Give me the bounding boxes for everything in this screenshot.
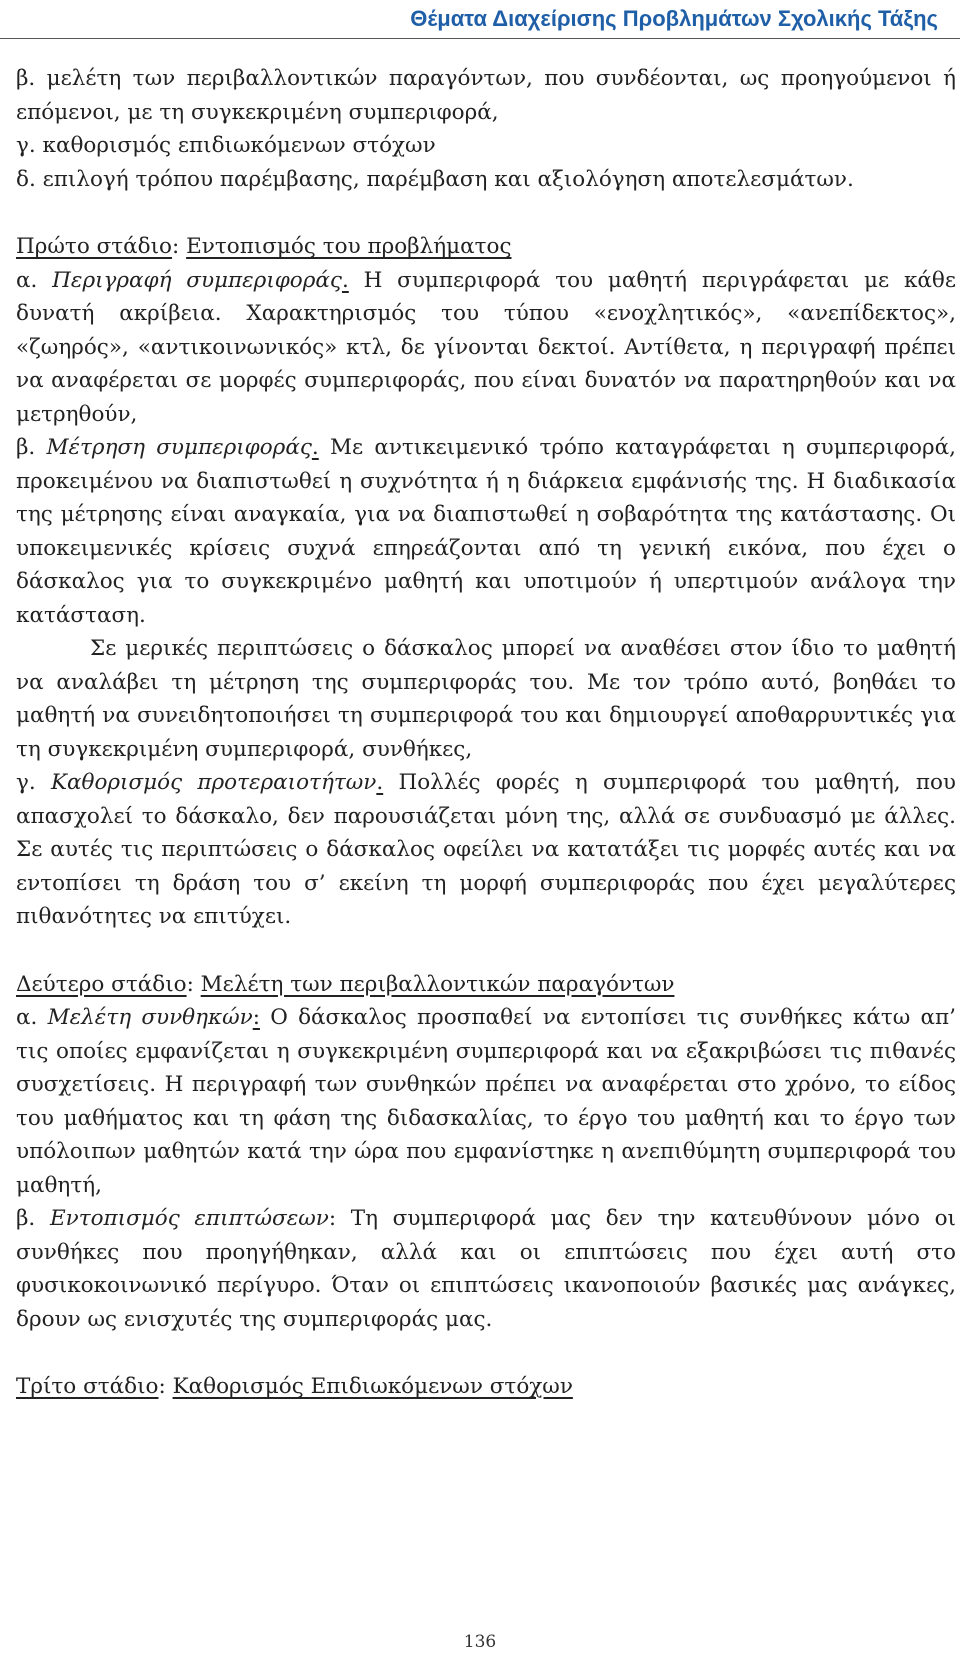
stage2-item-a xyxy=(16,1001,956,1202)
spacer xyxy=(16,934,956,968)
stage1-colon: : xyxy=(172,234,187,259)
stage3-colon: : xyxy=(158,1374,173,1399)
item-prefix: γ. xyxy=(16,770,51,795)
stage2-a-title: Μελέτη συνθηκών xyxy=(47,1005,253,1030)
stage2-b-title: Εντοπισμός επιπτώσεων xyxy=(49,1206,329,1231)
item-prefix: α. xyxy=(16,1005,48,1030)
stage1-b-text: Με αντικειμενικό τρόπο καταγράφεται η συμπεριφορά, προκειμένου να διαπιστωθεί η συχνότητα ή η διάρκεια εμφάνισής της. Η διαδικασία της μέτρησης είναι αναγκαία, για να διαπιστωθεί η σοβαρότητα της κατάστασης. Οι υποκειμενικές κρίσεις συχνά επηρεάζονται από τη γενική εικόνα, που έχει ο δάσκαλος για το συγκεκριμένο μαθητή και υποτιμούν ή υπερτιμούν ανάλογα την κατάσταση. xyxy=(16,435,956,628)
body-text xyxy=(16,62,956,1404)
stage1-item-b xyxy=(16,431,956,632)
intro-item-c: γ. καθορισμός επιδιωκόμενων στόχων xyxy=(16,133,436,158)
spacer xyxy=(16,1336,956,1370)
spacer xyxy=(16,196,956,230)
stage1-item-a xyxy=(16,264,956,432)
stage1-heading xyxy=(16,230,956,264)
stage2-heading xyxy=(16,968,956,1002)
stage1-item-b-paragraph2: Σε μερικές περιπτώσεις ο δάσκαλος μπορεί να αναθέσει στον ίδιο το μαθητή να αναλάβει τη μέτρηση της συμπεριφοράς του. Με τον τρόπο αυτό, βοηθάει το μαθητή να συνειδητοποιήσει τη συμπεριφορά του και δημιουργεί αποθαρρυντικές για τη συγκεκριμένη συμπεριφορά, συνθήκες, xyxy=(16,636,956,762)
intro-item-b: β. μελέτη των περιβαλλοντικών παραγόντων, που συνδέονται, ως προηγούμενοι ή επόμενοι, με τη συγκεκριμένη συμπεριφορά, xyxy=(16,66,956,125)
stage1-b-title: Μέτρηση συμπεριφοράς xyxy=(46,435,312,460)
header-title: Θέματα Διαχείρισης Προβλημάτων Σχολικής Τάξης xyxy=(410,6,938,31)
underlined-colon: : xyxy=(252,1005,260,1030)
stage2-b-text: : Τη συμπεριφορά μας δεν την κατευθύνουν μόνο οι συνθήκες που προηγήθηκαν, αλλά και οι επιπτώσεις που έχει αυτή στο φυσικοκοινωνικό περίγυρο. Όταν οι επιπτώσεις ικανοποιούν βασικές μας ανάγκες, δρουν ως ενισχυτές της συμπεριφοράς μας. xyxy=(16,1206,956,1332)
running-header xyxy=(0,0,960,39)
stage2-a-text: Ο δάσκαλος προσπαθεί να εντοπίσει τις συνθήκες κάτω απ’ τις οποίες εμφανίζεται η συγκεκριμένη συμπεριφορά και να εξακριβώσει τις πιθανές συσχετίσεις. Η περιγραφή των συνθηκών πρέπει να αναφέρεται στο χρόνο, το είδος του μαθήματος και τη φάση της διδασκαλίας, το έργο του μαθητή και το έργο των υπόλοιπων μαθητών κατά την ώρα που εμφανίστηκε η ανεπιθύμητη συμπεριφορά του μαθητή, xyxy=(16,1005,957,1198)
stage2-colon: : xyxy=(186,971,201,997)
stage1-label: Πρώτο στάδιο xyxy=(16,234,173,259)
stage2-item-b xyxy=(16,1202,956,1336)
stage3-title: Καθορισμός Επιδιωκόμενων στόχων xyxy=(172,1374,573,1399)
underlined-dot: . xyxy=(311,435,319,460)
stage1-title: Εντοπισμός του προβλήματος xyxy=(186,234,512,259)
page-number: 136 xyxy=(463,1632,497,1652)
underlined-dot: . xyxy=(376,770,384,795)
stage2-label: Δεύτερο στάδιο xyxy=(16,971,187,997)
stage1-c-text: Πολλές φορές η συμπεριφορά του μαθητή, που απασχολεί το δάσκαλο, δεν παρουσιάζεται μόνη της, αλλά σε συνδυασμό με άλλες. Σε αυτές τις περιπτώσεις ο δάσκαλος οφείλει να κατατάξει τις μορφές αυτές και να εντοπίσει τη δράση του σ’ εκείνη τη μορφή συμπεριφοράς που έχει μεγαλύτερες πιθανότητες να επιτύχει. xyxy=(16,770,956,929)
stage3-label: Τρίτο στάδιο xyxy=(16,1374,159,1399)
stage3-heading xyxy=(16,1370,956,1404)
item-prefix: α. xyxy=(16,267,53,293)
underlined-dot: . xyxy=(341,267,349,293)
stage1-a-title: Περιγραφή συμπεριφοράς xyxy=(52,267,342,293)
item-prefix: β. xyxy=(16,1206,50,1231)
intro-item-d: δ. επιλογή τρόπου παρέμβασης, παρέμβαση και αξιολόγηση αποτελεσμάτων. xyxy=(16,166,854,192)
item-prefix: β. xyxy=(16,435,47,460)
stage1-a-text: Η συμπεριφορά του μαθητή περιγράφεται με κάθε δυνατή ακρίβεια. Χαρακτηρισμός του τύπου «ενοχλητικός», «ανεπίδεκτος», «ζωηρός», «αντικοινωνικός» κτλ, δε γίνονται δεκτοί. Αντίθετα, η περιγραφή πρέπει να αναφέρεται σε μορφές συμπεριφοράς, που είναι δυνατόν να παρατηρηθούν και να μετρηθούν, xyxy=(16,267,956,427)
stage1-item-c xyxy=(16,766,956,934)
stage1-c-title: Καθορισμός προτεραιοτήτων xyxy=(50,770,377,795)
stage2-title: Μελέτη των περιβαλλοντικών παραγόντων xyxy=(200,971,675,997)
